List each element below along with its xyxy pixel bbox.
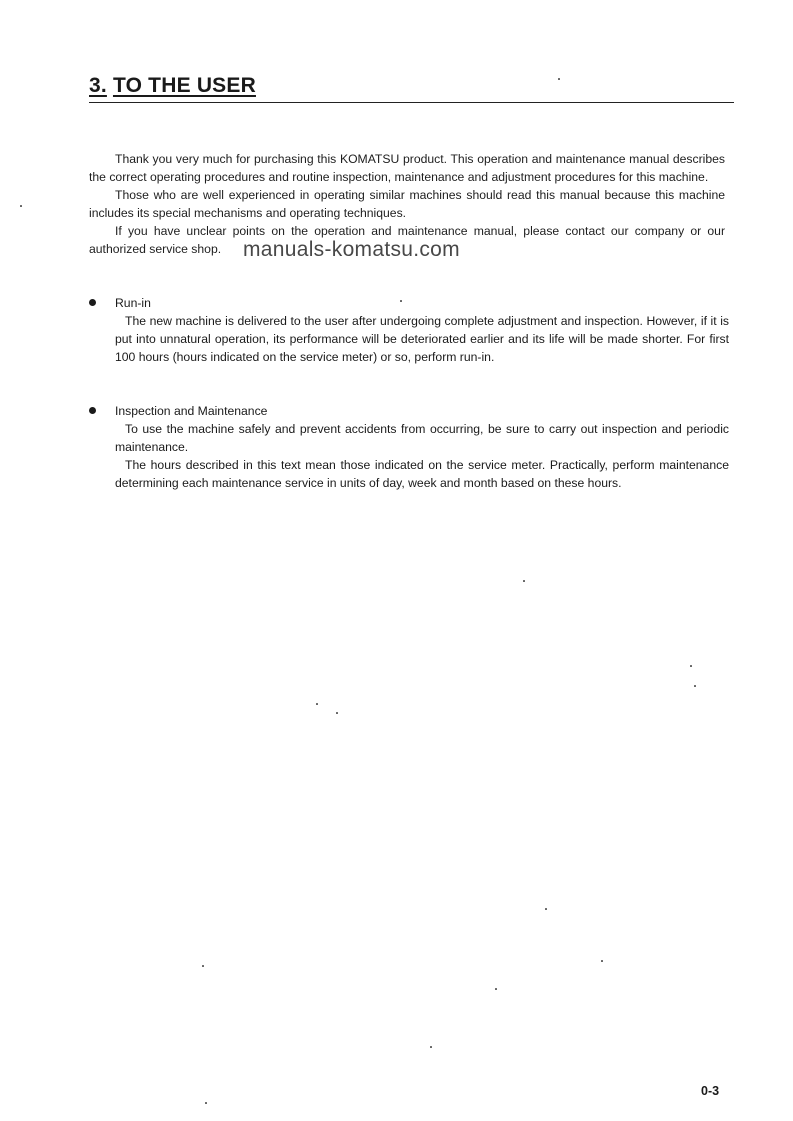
scan-speck [690,665,692,667]
section-title: TO THE USER [112,74,256,97]
scan-speck [20,205,22,207]
section-run-in-body [115,312,729,366]
watermark: manuals-komatsu.com [243,238,460,261]
scan-speck [495,988,497,990]
section-heading [89,72,734,103]
inspection-paragraph-1: To use the machine safely and prevent accidents from occurring, be sure to carry out inspection and periodic maintenance. [115,422,729,454]
scan-speck [601,960,603,962]
section-run-in [89,294,731,386]
section-run-in-title: Run-in [115,296,151,310]
inspection-paragraph-2: The hours described in this text mean those indicated on the service meter. Practically, perform maintenance determining each maintenance service in units of day, week and month based on these hours. [115,458,729,490]
scan-speck [558,78,560,80]
scan-speck [205,1102,207,1104]
scan-speck [694,685,696,687]
intro-paragraph-2: Those who are well experienced in operating similar machines should read this manual because this machine includes its special mechanisms and operating techniques. [89,188,725,220]
intro-paragraph-3: If you have unclear points on the operation and maintenance manual, please contact our company or our authorized service shop. [89,224,725,256]
scan-speck [400,300,402,302]
section-inspection-title: Inspection and Maintenance [115,404,268,418]
scan-speck [336,712,338,714]
run-in-paragraph-1: The new machine is delivered to the user after undergoing complete adjustment and inspection. However, if it is put into unnatural operation, its performance will be deteriorated earlier and its life will be made shorter. For first 100 hours (hours indicated on the service meter) or so, perform run-in. [115,314,729,364]
scan-speck [202,965,204,967]
section-inspection-maintenance [89,402,731,514]
intro-paragraph-1: Thank you very much for purchasing this KOMATSU product. This operation and maintenance manual describes the correct operating procedures and routine inspection, maintenance and adjustment procedures for this machine. [89,152,725,184]
scan-speck [316,703,318,705]
page-number: 0-3 [701,1084,720,1098]
bullet-icon [89,299,96,306]
bullet-icon [89,407,96,414]
scan-speck [523,580,525,582]
section-inspection-body [115,420,729,492]
scan-speck [430,1046,432,1048]
scan-speck [545,908,547,910]
section-number: 3. [89,74,107,97]
section-heading-text [89,74,256,98]
